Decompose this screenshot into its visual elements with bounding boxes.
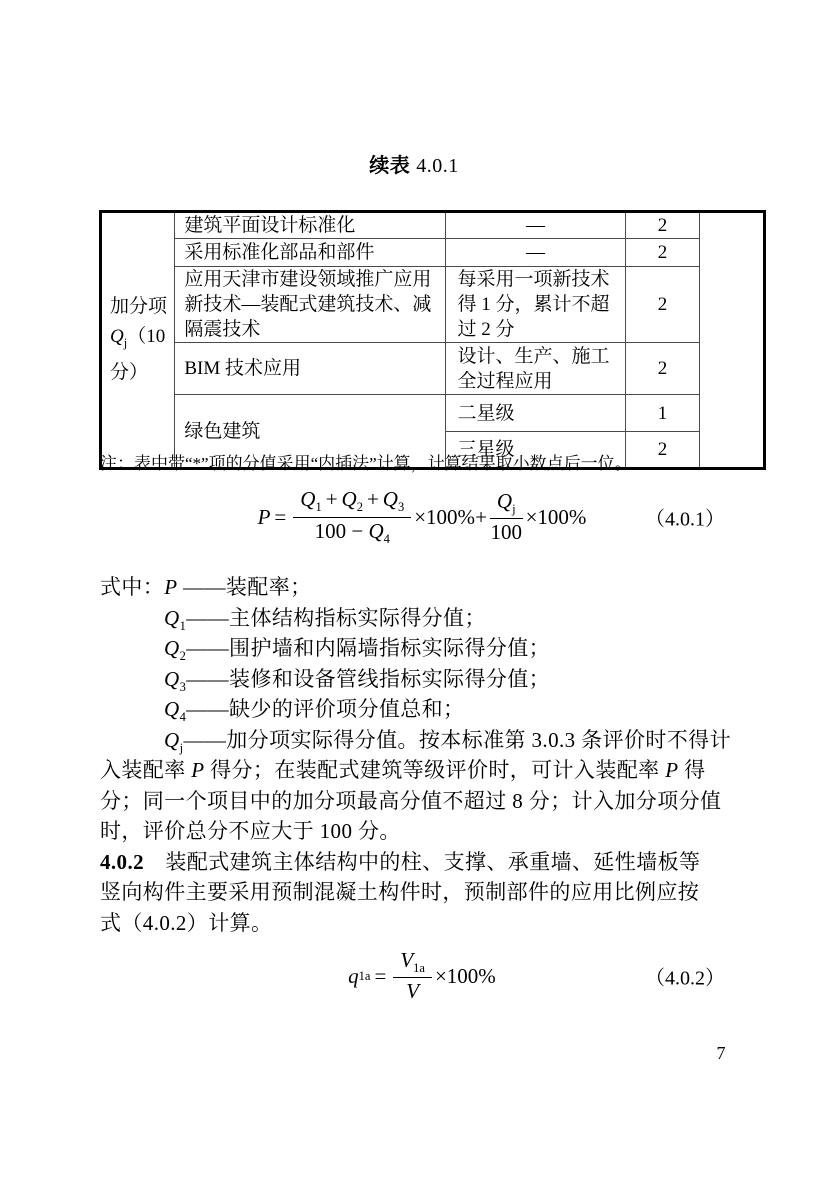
section-4-0-2-line-2: 竖向构件主要采用预制混凝土构件时，预制部件的应用比例应按 xyxy=(100,880,700,904)
equation-body: P = $\frac{Q_1 + Q_2 + Q_3}{100 - Q_4}$ ×100% + $\frac{Q_j}{100}$ ×100% xyxy=(257,487,587,546)
defs-line-q1: $Q_1——$主体结构指标实际得分值； xyxy=(164,605,486,633)
formula-4-0-2 xyxy=(99,946,745,1006)
item-cell: 应用天津市建设领域推广应用新技术—装配式建筑技术、减隔震技术 xyxy=(175,267,445,343)
formula-4-0-1 xyxy=(99,483,745,551)
score-cell: 2 xyxy=(626,212,699,239)
empty-column-cell xyxy=(699,212,764,469)
item-cell: 建筑平面设计标准化 xyxy=(175,212,445,239)
table-row xyxy=(101,395,765,432)
item-cell: 绿色建筑 xyxy=(175,395,445,469)
defs-continuation-2: 分；同一个项目中的加分项最高分值不超过 8 分；计入加分项分值 xyxy=(100,788,722,813)
score-cell: 2 xyxy=(626,239,699,267)
detail-cell: — xyxy=(445,239,626,267)
table-row xyxy=(101,212,765,239)
detail-cell: 二星级 xyxy=(445,395,626,432)
group-label-line3: 分） xyxy=(110,361,149,383)
table-footnote: 注：表中带“*”项的分值采用“内插法”计算，计算结果取小数点后一位。 xyxy=(100,454,632,473)
table-row xyxy=(101,239,765,267)
score-cell: 1 xyxy=(626,395,699,432)
defs-line-q2: $Q_2——$围护墙和内隔墙指标实际得分值； xyxy=(164,636,551,664)
score-cell: 2 xyxy=(626,432,699,469)
section-4-0-2-line-1: 4.0.2 装配式建筑主体结构中的柱、支撑、承重墙、延性墙板等 xyxy=(100,849,701,874)
table-title-text: 续表 xyxy=(369,155,411,177)
fraction: $\frac{V_{1a}}{V}$ xyxy=(393,948,432,1004)
score-cell: 2 xyxy=(626,267,699,343)
bonus-items-table xyxy=(99,210,766,470)
detail-cell: — xyxy=(445,212,626,239)
defs-continuation-3: 时，评价总分不应大于 100 分。 xyxy=(100,819,401,843)
score-cell: 2 xyxy=(626,343,699,395)
group-label-line2: $Q_j(10$ xyxy=(110,326,166,350)
body-text xyxy=(100,572,750,938)
page-number: 7 xyxy=(716,1043,726,1063)
detail-cell: 三星级 xyxy=(445,432,626,469)
equation-number: （4.0.1） xyxy=(645,508,725,531)
group-label-cell xyxy=(101,212,175,469)
table-title xyxy=(0,149,828,178)
equation-number: （4.0.2） xyxy=(645,967,725,990)
table-row xyxy=(101,343,765,395)
defs-line-qj: $Q_j——$加分项实际得分值。按本标准第 3.0.3 条评价时不得计 xyxy=(164,727,731,755)
table-row xyxy=(101,267,765,343)
equation-body: q 1a = $\frac{V_{1a}}{V}$ ×100% xyxy=(348,947,496,1004)
item-cell: 采用标准化部品和部件 xyxy=(175,239,445,267)
defs-continuation-1: 入装配率 P 得分；在装配式建筑等级评价时，可计入装配率 P 得 xyxy=(100,758,706,782)
detail-cell: 设计、生产、施工全过程应用 xyxy=(445,343,626,395)
table-title-number: 4.0.1 xyxy=(416,155,459,177)
defs-line-p: 式中：P ——装配率； xyxy=(100,575,312,599)
section-4-0-2-line-3: 式（4.0.2）计算。 xyxy=(100,910,273,935)
defs-line-q4: $Q_4——$缺少的评价项分值总和； xyxy=(164,697,465,725)
fraction-2: $\frac{Q_j}{100}$ xyxy=(490,488,522,545)
group-label-line1: 加分项 xyxy=(110,296,168,318)
item-cell: BIM 技术应用 xyxy=(175,343,445,395)
defs-line-q3: $Q_3——$装修和设备管线指标实际得分值； xyxy=(164,666,551,694)
fraction-1: $\frac{Q_1 + Q_2 + Q_3}{100 - Q_4}$ xyxy=(293,487,411,546)
detail-cell: 每采用一项新技术得 1 分，累计不超过 2 分 xyxy=(445,267,626,343)
